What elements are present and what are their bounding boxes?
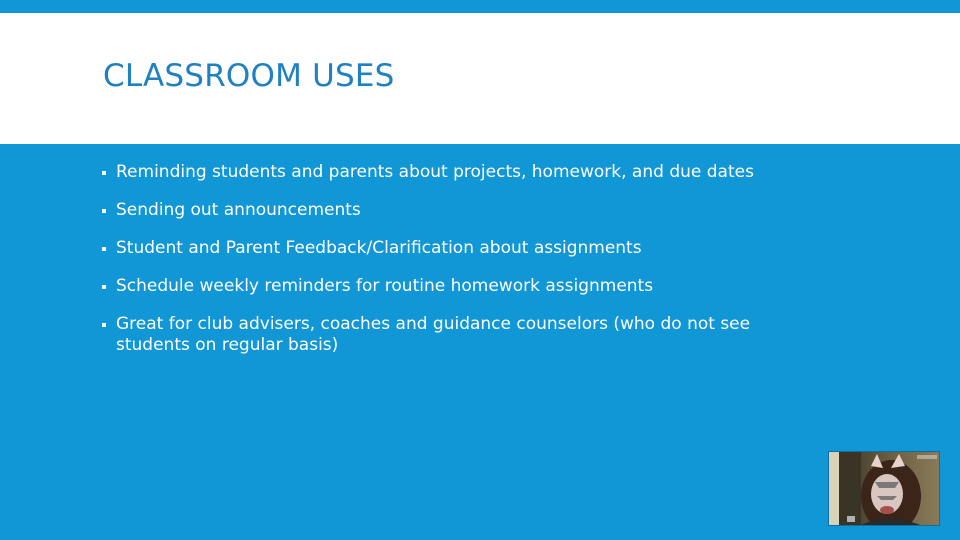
bullet-item bbox=[102, 200, 802, 221]
bullet-item bbox=[102, 162, 802, 183]
bullet-text: Great for club advisers, coaches and guidance counselors (who do not see students on regular basis) bbox=[116, 314, 751, 355]
bullet-item bbox=[102, 314, 806, 356]
webcam-thumbnail[interactable] bbox=[828, 451, 940, 526]
bullet-list bbox=[102, 162, 802, 373]
bullet-marker-icon bbox=[102, 209, 106, 213]
webcam-person-icon bbox=[829, 452, 940, 526]
bullet-item bbox=[102, 276, 802, 297]
bullet-marker-icon bbox=[102, 285, 106, 289]
bullet-text: Student and Parent Feedback/Clarification about assignments bbox=[116, 238, 642, 258]
slide-title: CLASSROOM USES bbox=[103, 58, 395, 94]
bullet-marker-icon bbox=[102, 171, 106, 175]
bullet-marker-icon bbox=[102, 247, 106, 251]
bullet-text: Schedule weekly reminders for routine homework assignments bbox=[116, 276, 654, 296]
bullet-marker-icon bbox=[102, 323, 106, 327]
bullet-text: Sending out announcements bbox=[116, 200, 361, 220]
bullet-item bbox=[102, 238, 802, 259]
bullet-text: Reminding students and parents about projects, homework, and due dates bbox=[116, 162, 754, 182]
